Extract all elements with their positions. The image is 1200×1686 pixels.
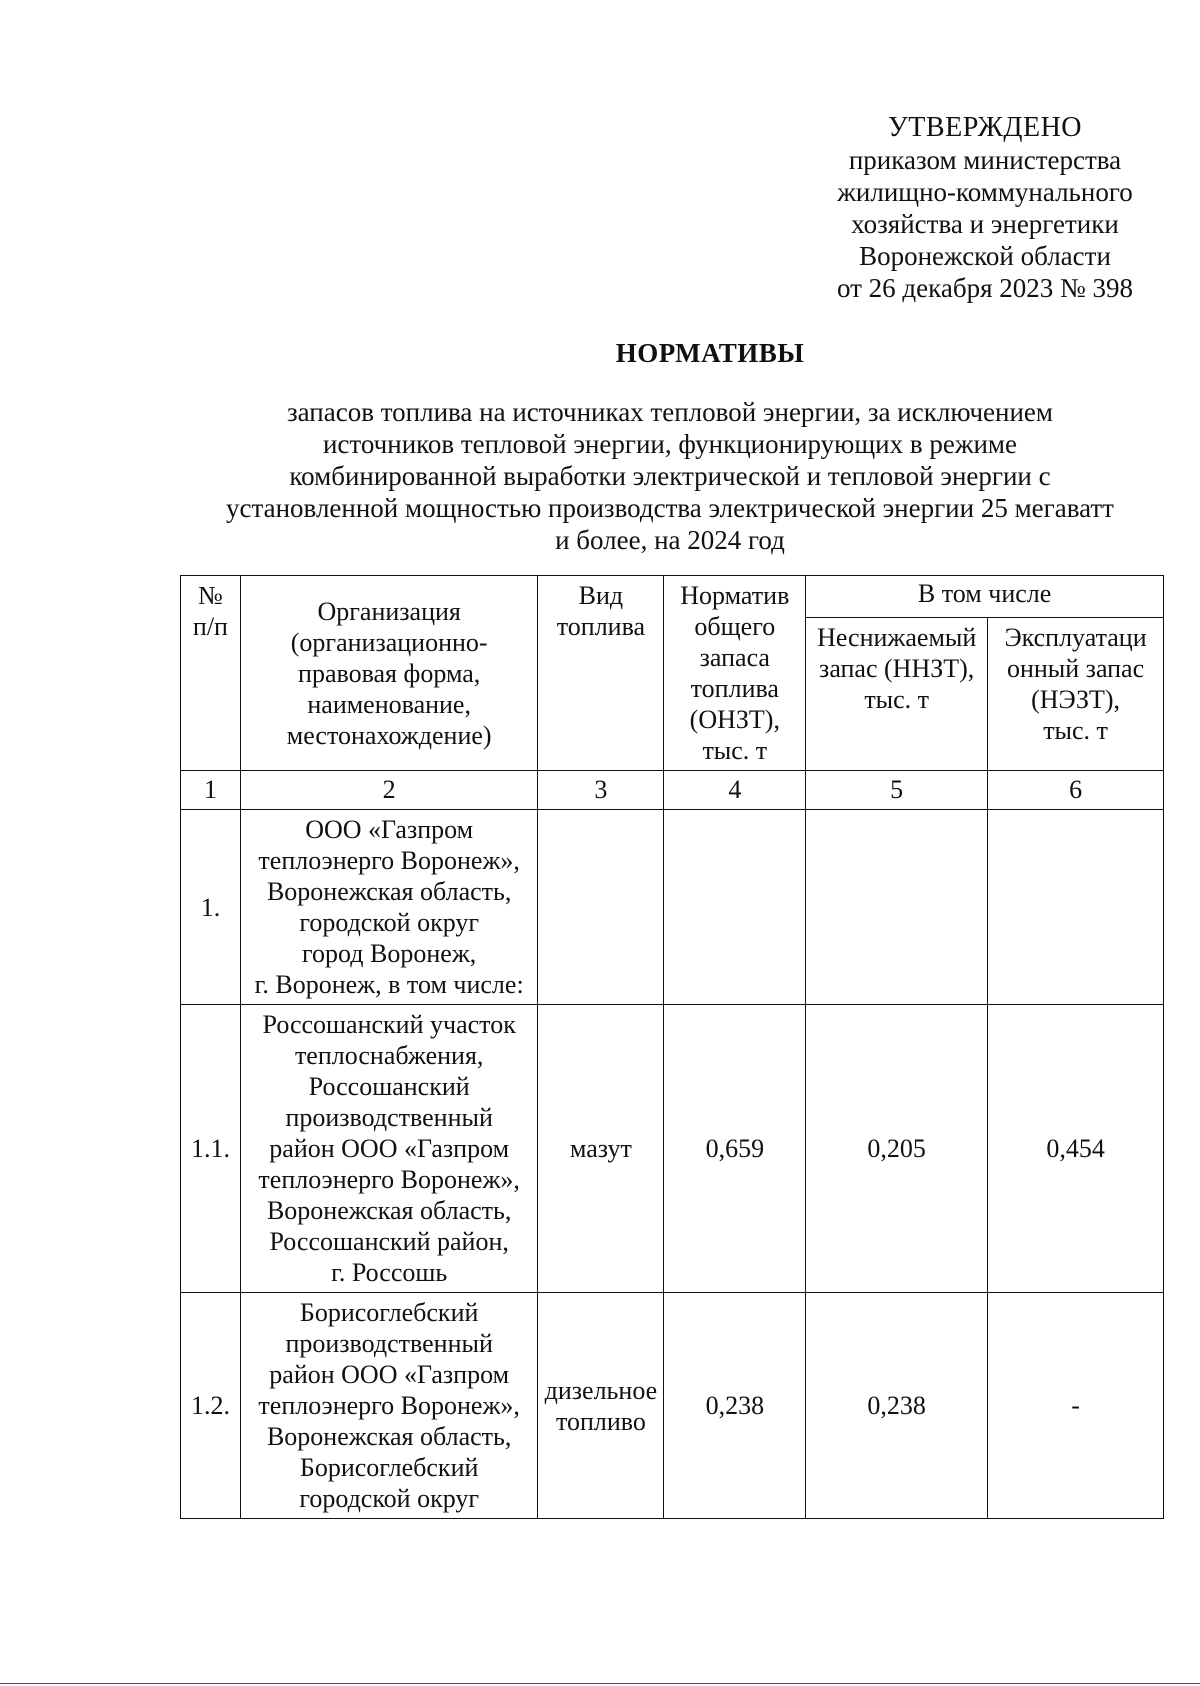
row-fuel-type: мазут: [538, 1005, 664, 1293]
approval-title: УТВЕРЖДЕНО: [887, 112, 1083, 143]
row-nezt: 0,454: [988, 1005, 1164, 1293]
row-total-reserve: 0,238: [664, 1293, 806, 1519]
column-number: 5: [806, 771, 988, 810]
subtitle-line: комбинированной выработки электрической и тепловой энергии с: [289, 461, 1051, 491]
row-fuel-type: [538, 810, 664, 1005]
table-row: [181, 1293, 1164, 1519]
approval-line: приказом министерства: [848, 145, 1122, 175]
column-number: 2: [240, 771, 538, 810]
approval-stamp: [820, 112, 1150, 304]
header-nezt: Эксплуатаци онный запас (НЭЗТ), тыс. т: [988, 617, 1164, 770]
document-title: НОРМАТИВЫ: [615, 338, 805, 368]
table-header-row: [181, 576, 1164, 618]
approval-line: от 26 декабря 2023 № 398: [836, 273, 1134, 303]
row-nnzt: 0,205: [806, 1005, 988, 1293]
row-organization: ООО «Газпром теплоэнерго Воронеж», Воронежская область, городской округ город Воронеж, г. Воронеж, в том числе:: [240, 810, 538, 1005]
header-num: № п/п: [181, 576, 241, 771]
header-organization: Организация (организационно- правовая форма, наименование, местонахождение): [240, 576, 538, 771]
row-nezt: -: [988, 1293, 1164, 1519]
header-fuel-type: Вид топлива: [538, 576, 664, 771]
row-total-reserve: [664, 810, 806, 1005]
column-number-row: [181, 771, 1164, 810]
approval-line: жилищно-коммунального: [837, 177, 1133, 207]
page-bottom-rule: [0, 1683, 1200, 1684]
row-num: 1.1.: [181, 1005, 241, 1293]
row-nezt: [988, 810, 1164, 1005]
subtitle-line: запасов топлива на источниках тепловой энергии, за исключением: [287, 397, 1053, 427]
row-organization: Борисоглебский производственный район ООО «Газпром теплоэнерго Воронеж», Воронежская область, Борисоглебский городской округ: [240, 1293, 538, 1519]
row-num: 1.: [181, 810, 241, 1005]
column-number: 4: [664, 771, 806, 810]
header-nnzt: Неснижаемый запас (ННЗТ), тыс. т: [806, 617, 988, 770]
approval-line: Воронежской области: [859, 241, 1111, 271]
header-total-reserve: Норматив общего запаса топлива (ОНЗТ), тыс. т: [664, 576, 806, 771]
row-fuel-type: дизельное топливо: [538, 1293, 664, 1519]
header-including: В том числе: [806, 576, 1164, 618]
subtitle-line: источников тепловой энергии, функционирующих в режиме: [322, 429, 1017, 459]
document-subtitle: [190, 396, 1150, 556]
table-row: [181, 810, 1164, 1005]
row-nnzt: 0,238: [806, 1293, 988, 1519]
row-num: 1.2.: [181, 1293, 241, 1519]
row-nnzt: [806, 810, 988, 1005]
column-number: 6: [988, 771, 1164, 810]
row-organization: Россошанский участок теплоснабжения, Россошанский производственный район ООО «Газпром теплоэнерго Воронеж», Воронежская область, Россошанский район, г. Россошь: [240, 1005, 538, 1293]
column-number: 1: [181, 771, 241, 810]
approval-line: хозяйства и энергетики: [851, 209, 1119, 239]
subtitle-line: и более, на 2024 год: [555, 525, 785, 555]
fuel-norms-table: [180, 575, 1164, 1519]
column-number: 3: [538, 771, 664, 810]
table-row: [181, 1005, 1164, 1293]
row-total-reserve: 0,659: [664, 1005, 806, 1293]
subtitle-line: установленной мощностью производства электрической энергии 25 мегаватт: [226, 493, 1114, 523]
